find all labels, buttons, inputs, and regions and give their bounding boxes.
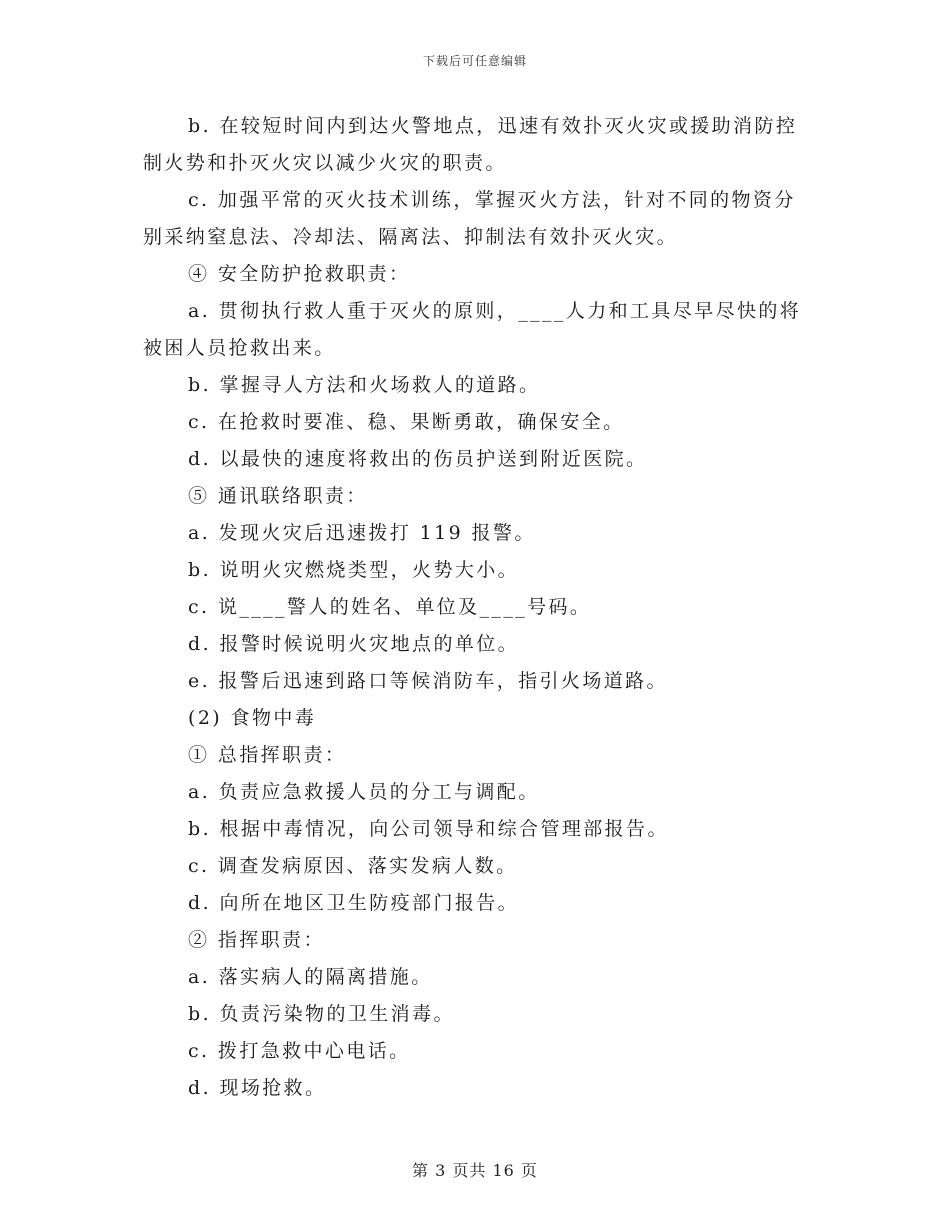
paragraph-line: c. 调查发病原因、落实发病人数。: [188, 855, 518, 877]
paragraph-line: b. 根据中毒情况，向公司领导和综合管理部报告。: [188, 818, 669, 840]
header-note: 下载后可任意编辑: [422, 54, 527, 68]
section-heading: ⑤ 通讯联络职责：: [188, 485, 368, 507]
paragraph-line: a. 贯彻执行救人重于灭火的原则，____人力和工具尽早尽快的将: [188, 300, 802, 322]
paragraph-line: b. 在较短时间内到达火警地点，迅速有效扑灭火灾或援助消防控: [188, 115, 798, 137]
paragraph-line: d. 以最快的速度将救出的伤员护送到附近医院。: [188, 448, 648, 470]
paragraph-line: b. 掌握寻人方法和火场救人的道路。: [188, 374, 541, 396]
paragraph-line: 制火势和扑灭火灾以减少火灾的职责。: [143, 152, 507, 174]
paragraph-line: d. 现场抢救。: [188, 1077, 327, 1099]
section-heading: ② 指挥职责：: [188, 929, 325, 951]
paragraph-line: d. 向所在地区卫生防疫部门报告。: [188, 892, 520, 914]
paragraph-line: b. 负责污染物的卫生消毒。: [188, 1003, 455, 1025]
page-number: 第 3 页共 16 页: [412, 1161, 538, 1180]
document-body: [143, 108, 808, 1107]
section-heading: (2) 食物中毒: [188, 707, 317, 729]
paragraph-line: 被困人员抢救出来。: [143, 337, 336, 359]
paragraph-line: c. 加强平常的灭火技术训练，掌握灭火方法，针对不同的物资分: [188, 189, 796, 211]
paragraph-line: 别采纳窒息法、冷却法、隔离法、抑制法有效扑灭火灾。: [143, 226, 679, 248]
section-heading: ④ 安全防护抢救职责：: [188, 263, 411, 285]
paragraph-line: c. 拨打急救中心电话。: [188, 1040, 411, 1062]
paragraph-line: c. 在抢救时要准、稳、果断勇敢，确保安全。: [188, 411, 625, 433]
paragraph-line: a. 负责应急救援人员的分工与调配。: [188, 781, 540, 803]
paragraph-line: e. 报警后迅速到路口等候消防车，指引火场道路。: [188, 670, 668, 692]
paragraph-line: c. 说____警人的姓名、单位及____号码。: [188, 596, 592, 618]
paragraph-line: a. 发现火灾后迅速拨打 119 报警。: [188, 522, 536, 544]
paragraph-line: a. 落实病人的隔离措施。: [188, 966, 433, 988]
paragraph-line: b. 说明火灾燃烧类型，火势大小。: [188, 559, 520, 581]
paragraph-line: d. 报警时候说明火灾地点的单位。: [188, 633, 520, 655]
section-heading: ① 总指挥职责：: [188, 744, 347, 766]
